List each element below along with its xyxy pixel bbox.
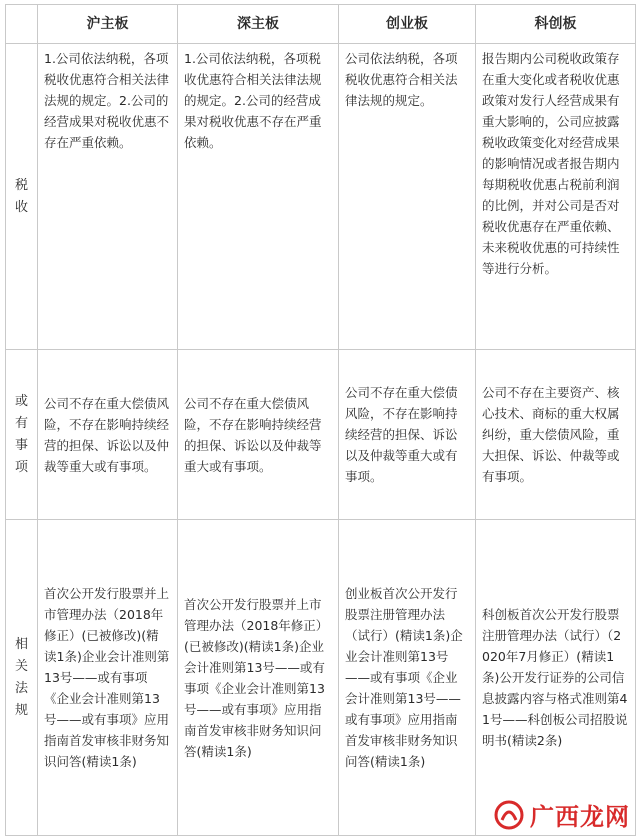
row-label-char: 法	[14, 680, 28, 696]
row-label-char: 收	[14, 199, 28, 215]
row-label-char: 或	[14, 393, 28, 409]
row-label-regulations	[6, 520, 38, 836]
row-regulations	[6, 520, 636, 836]
cell-tax-chinext: 公司依法纳税，各项税收优惠符合相关法律法规的规定。	[339, 44, 476, 350]
header-chinext: 创业板	[339, 5, 476, 44]
row-label-char: 税	[14, 177, 28, 193]
row-label-char: 相	[14, 636, 28, 652]
cell-contingent-sz-main: 公司不存在重大偿债风险，不存在影响持续经营的担保、诉讼以及仲裁等重大或有事项。	[178, 350, 339, 520]
cell-contingent-sh-main: 公司不存在重大偿债风险，不存在影响持续经营的担保、诉讼以及仲裁等重大或有事项。	[38, 350, 178, 520]
cell-contingent-star: 公司不存在主要资产、核心技术、商标的重大权属纠纷，重大偿债风险，重大担保、诉讼、仲裁等或有事项。	[476, 350, 636, 520]
header-sz-main: 深主板	[178, 5, 339, 44]
row-contingent	[6, 350, 636, 520]
header-star-market: 科创板	[476, 5, 636, 44]
cell-tax-sz-main: 1.公司依法纳税，各项税收优惠符合相关法律法规的规定。2.公司的经营成果对税收优惠不存在严重依赖。	[178, 44, 339, 350]
header-corner	[6, 5, 38, 44]
header-sh-main: 沪主板	[38, 5, 178, 44]
cell-tax-sh-main: 1.公司依法纳税，各项税收优惠符合相关法律法规的规定。2.公司的经营成果对税收优惠不存在严重依赖。	[38, 44, 178, 350]
row-label-tax	[6, 44, 38, 350]
cell-regulations-sh-main: 首次公开发行股票并上市管理办法（2018年修正）(已被修改)(精读1条)企业会计准则第13号——或有事项《企业会计准则第13号——或有事项》应用指南首发审核非财务知识问答(精读1条)	[38, 520, 178, 836]
cell-regulations-chinext: 创业板首次公开发行股票注册管理办法（试行）(精读1条)企业会计准则第13号——或有事项《企业会计准则第13号——或有事项》应用指南首发审核非财务知识问答(精读1条)	[339, 520, 476, 836]
watermark	[494, 797, 630, 832]
header-row	[6, 5, 636, 44]
cell-regulations-sz-main: 首次公开发行股票并上市管理办法（2018年修正）(已被修改)(精读1条)企业会计准则第13号——或有事项《企业会计准则第13号——或有事项》应用指南首发审核非财务知识问答(精读1条)	[178, 520, 339, 836]
row-label-char: 规	[14, 702, 28, 718]
comparison-table	[5, 4, 636, 836]
row-label-char: 关	[14, 658, 28, 674]
row-label-char: 有	[14, 415, 28, 431]
watermark-text: 广西龙网	[530, 802, 630, 831]
cell-contingent-chinext: 公司不存在重大偿债风险，不存在影响持续经营的担保、诉讼以及仲裁等重大或有事项。	[339, 350, 476, 520]
cell-regulations-star: 科创板首次公开发行股票注册管理办法（试行）（2020年7月修正）(精读1条)公开发行证券的公司信息披露内容与格式准则第41号——科创板公司招股说明书(精读2条)	[476, 520, 636, 836]
row-label-char: 事	[14, 437, 28, 453]
cell-tax-star: 报告期内公司税收政策存在重大变化或者税收优惠政策对发行人经营成果有重大影响的，公司应披露税收政策变化对经营成果的影响情况或者报告期内每期税收优惠占税前利润的比例，并对公司是否对税收优惠存在严重依赖、未来税收优惠的可持续性等进行分析。	[476, 44, 636, 350]
row-label-char: 项	[14, 459, 28, 475]
row-tax	[6, 44, 636, 350]
site-logo-icon	[494, 800, 524, 830]
row-label-contingent	[6, 350, 38, 520]
